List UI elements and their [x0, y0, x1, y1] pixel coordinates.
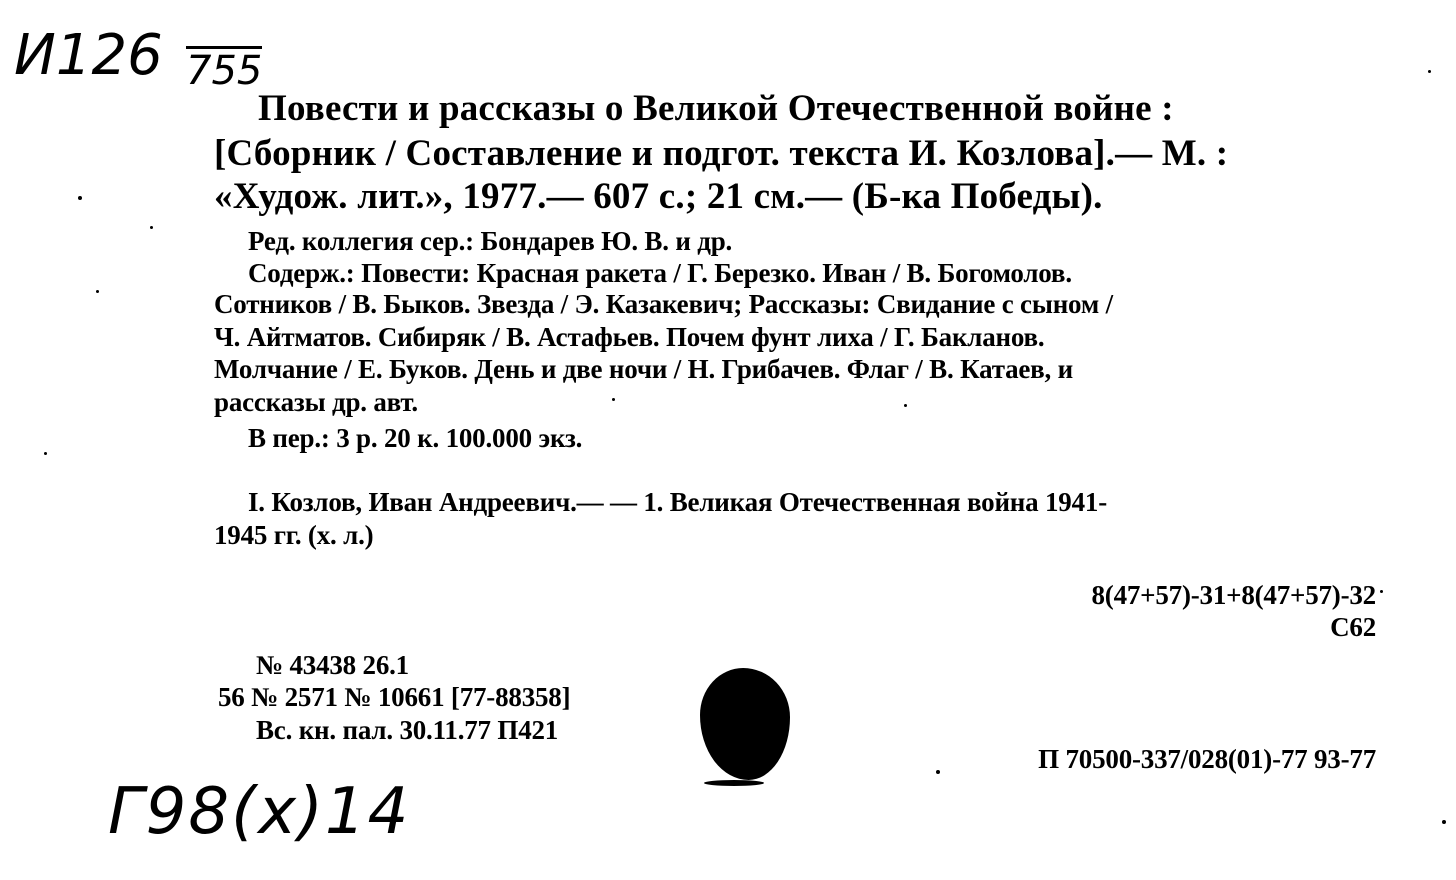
scan-speck — [936, 770, 940, 774]
number-line-2: 56 № 2571 № 10661 [77-88358] — [218, 682, 571, 712]
scan-speck — [44, 452, 47, 455]
contents-line-4: Молчание / Е. Буков. День и две ночи / Н. Грибачев. Флаг / В. Катаев, и — [214, 354, 1074, 384]
number-line-3: Вс. кн. пал. 30.11.77 П421 — [256, 715, 559, 745]
scan-speck — [612, 398, 615, 401]
number-line-1: № 43438 26.1 — [256, 650, 409, 680]
scan-speck — [78, 196, 82, 200]
scan-speck — [150, 226, 153, 229]
contents-line-1: Содерж.: Повести: Красная ракета / Г. Березко. Иван / В. Богомолов. — [248, 258, 1072, 288]
contents-line-5: рассказы др. авт. — [214, 387, 418, 417]
contents-line-3: Ч. Айтматов. Сибиряк / В. Астафьев. Почем фунт лиха / Г. Бакланов. — [214, 322, 1045, 352]
scan-speck — [1380, 590, 1383, 593]
handwritten-shelf-code: Г98(х)14 — [108, 775, 411, 849]
tracings-line-2: 1945 гг. (х. л.) — [214, 520, 374, 550]
title-line-2: [Сборник / Составление и подгот. текста И. Козлова].— М. : — [214, 133, 1229, 174]
scan-speck — [904, 404, 907, 407]
author-mark: С62 — [1330, 612, 1376, 642]
handwritten-call-number: И126 — [14, 23, 163, 88]
scan-speck — [1442, 820, 1446, 824]
price-print-run: В пер.: 3 р. 20 к. 100.000 экз. — [248, 423, 583, 453]
handwritten-call-number-sub: 755 — [186, 48, 263, 94]
contents-line-2: Сотников / В. Быков. Звезда / Э. Казакевич; Рассказы: Свидание с сыном / — [214, 289, 1113, 319]
title-line-1: Повести и рассказы о Великой Отечественной войне : — [258, 88, 1174, 129]
punch-hole — [700, 668, 790, 780]
price-code: П 70500-337/028(01)-77 93-77 — [1038, 744, 1376, 774]
punch-hole-smear — [704, 780, 764, 786]
tracings-line-1: I. Козлов, Иван Андреевич.— — 1. Великая Отечественная война 1941- — [248, 487, 1108, 517]
editorial-board: Ред. коллегия сер.: Бондарев Ю. В. и др. — [248, 226, 733, 256]
scan-speck — [96, 290, 99, 293]
title-line-3: «Худож. лит.», 1977.— 607 с.; 21 см.— (Б-ка Победы). — [214, 176, 1103, 217]
scan-speck — [1428, 70, 1431, 73]
bbk-code: 8(47+57)-31+8(47+57)-32 — [1091, 580, 1376, 610]
